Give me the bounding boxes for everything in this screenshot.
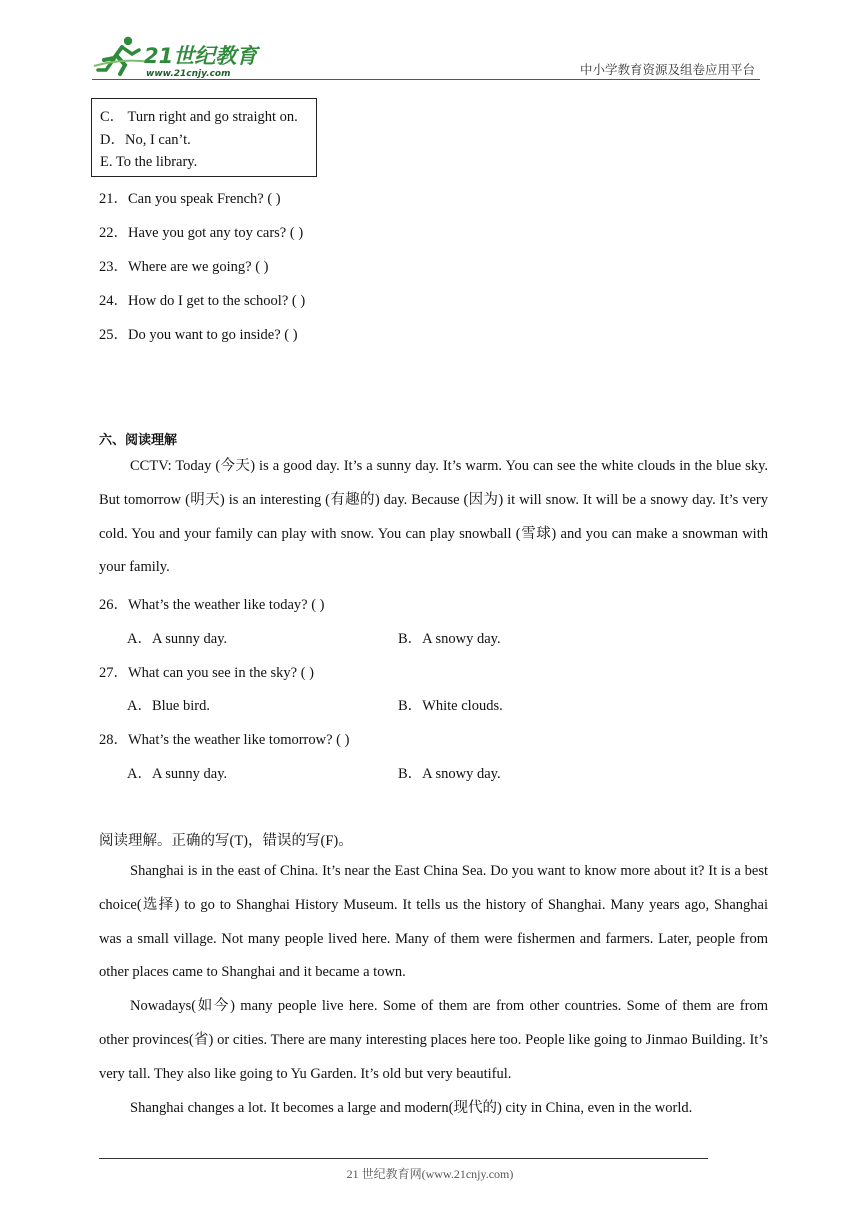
question-28-option-a: A．A sunny day. (127, 766, 228, 782)
question-27-option-a: A．Blue bird. (127, 698, 210, 714)
question-21: 21．Can you speak French? ( ) (99, 191, 281, 207)
answer-options-box (91, 98, 317, 177)
logo-text: 21世纪教育 (144, 44, 258, 68)
question-26-option-b: B．A snowy day. (398, 631, 501, 647)
option-c: C． Turn right and go straight on. (100, 109, 298, 125)
option-e: E. To the library. (100, 154, 198, 170)
passage-text: CCTV: Today (今天) is a good day. It’s a sunny day. It’s warm. You can see the white clouds in the blue sky. But tomorrow (明天) is an interesting (有趣的) day. Because (因为) it will snow. It will be a snowy day. It’s very cold. You and your family can play with snow. You can play snowball (雪球) and you can make a snowman with your family. (99, 458, 768, 576)
passage-paragraph-3: Shanghai changes a lot. It becomes a large and modern(现代的) city in China, even in the world. (130, 1099, 693, 1116)
header-divider (92, 79, 760, 80)
footer-text: 21 世纪教育网(www.21cnjy.com) (346, 1167, 514, 1181)
logo-url: www.21cnjy.com (146, 69, 231, 79)
reading-passage-2 (99, 855, 768, 1125)
passage-paragraph-2: Nowadays(如今) many people live here. Some of them are from other countries. Some of them are from other provinces(省) or cities. There are many interesting places here too. People like going to Jinmao Building. It’s very tall. They also like going to Yu Garden. It’s old but very beautiful. (99, 998, 768, 1082)
reading-passage-1 (99, 450, 768, 585)
passage-paragraph-1: Shanghai is in the east of China. It’s near the East China Sea. Do you want to know more about it? It is a best choice(选择) to go to Shanghai History Museum. It tells us the history of Shanghai. Many years ago, Shanghai was a small village. Not many people lived here. Many of them were fishermen and farmers. Later, people from other places came to Shanghai and it became a town. (99, 863, 768, 981)
site-logo (92, 32, 262, 80)
question-28-option-b: B．A snowy day. (398, 766, 501, 782)
section-title: 六、阅读理解 (99, 433, 178, 448)
header-platform-text: 中小学教育资源及组卷应用平台 (579, 63, 755, 77)
question-26: 26．What’s the weather like today? ( ) (99, 597, 325, 613)
tf-instruction: 阅读理解。正确的写(T)，错误的写(F)。 (99, 833, 353, 849)
question-25: 25．Do you want to go inside? ( ) (99, 327, 298, 343)
question-23: 23．Where are we going? ( ) (99, 259, 269, 275)
question-24: 24．How do I get to the school? ( ) (99, 293, 306, 309)
question-27-option-b: B．White clouds. (398, 698, 503, 714)
runner-logo-icon (92, 32, 262, 80)
question-26-option-a: A．A sunny day. (127, 631, 228, 647)
question-27: 27．What can you see in the sky? ( ) (99, 665, 315, 681)
footer-divider (99, 1158, 708, 1159)
question-22: 22．Have you got any toy cars? ( ) (99, 225, 304, 241)
option-d: D．No, I can’t. (100, 131, 191, 148)
question-28: 28．What’s the weather like tomorrow? ( ) (99, 732, 350, 748)
